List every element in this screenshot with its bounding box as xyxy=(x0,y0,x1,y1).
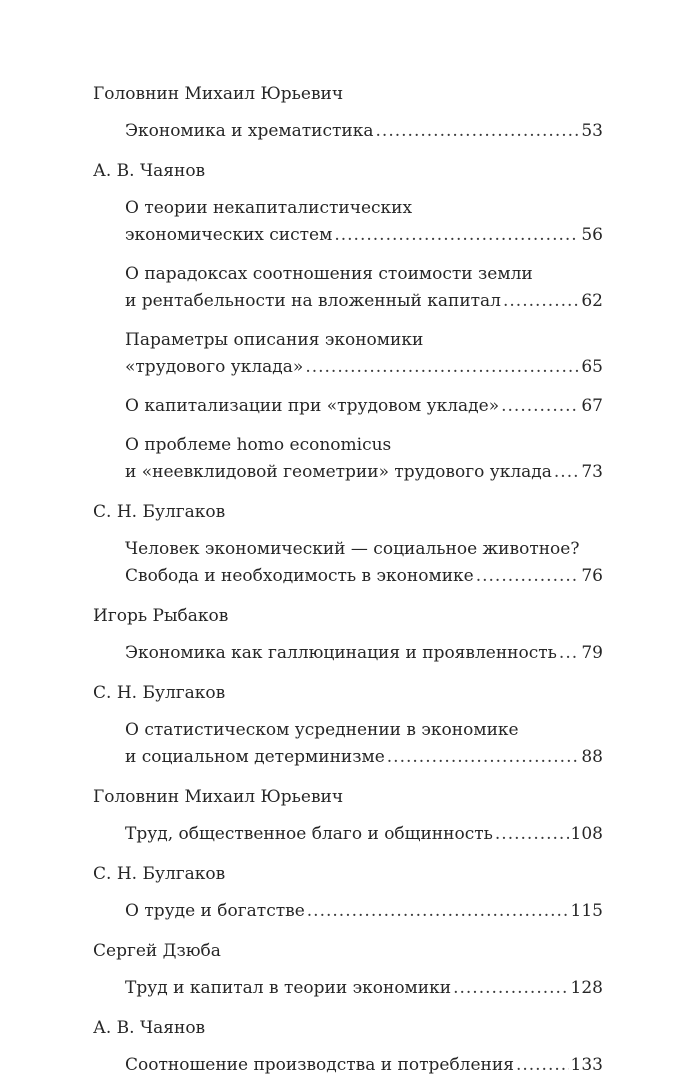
toc-entry-last-line xyxy=(125,222,603,249)
dot-leader xyxy=(305,354,579,381)
toc-page-number: 76 xyxy=(581,566,603,586)
toc-author: А. В. Чаянов xyxy=(93,1018,206,1038)
toc-entry-title-line: Экономика и хрематистика xyxy=(125,121,374,141)
toc-page-number: 65 xyxy=(581,357,603,377)
toc-entry-title-line: О теории некапиталистических xyxy=(125,198,413,218)
toc-page-number: 67 xyxy=(581,396,603,416)
toc-entry xyxy=(125,261,603,315)
toc-entry-title-line: экономических систем xyxy=(125,225,333,245)
toc-page-number: 73 xyxy=(581,462,603,482)
toc-page-number: 56 xyxy=(581,225,603,245)
dot-leader xyxy=(476,563,580,590)
toc-entry-title-line: О капитализации при «трудовом укладе» xyxy=(125,396,500,416)
toc-entry xyxy=(125,536,603,590)
toc-entry-last-line xyxy=(125,288,603,315)
toc-entry-title-line: Параметры описания экономики xyxy=(125,330,424,350)
toc-entry xyxy=(125,975,603,1002)
toc-page-number: 88 xyxy=(581,747,603,767)
toc-entry xyxy=(125,717,603,771)
toc-page-number: 108 xyxy=(570,824,603,844)
toc-entry-title-line: и социальном детерминизме xyxy=(125,747,385,767)
toc-author: С. Н. Булгаков xyxy=(93,683,226,703)
toc-entry-last-line xyxy=(125,898,603,925)
toc-author: С. Н. Булгаков xyxy=(93,864,226,884)
toc-entry-last-line xyxy=(125,563,603,590)
toc-author: Игорь Рыбаков xyxy=(93,606,229,626)
dot-leader xyxy=(503,288,579,315)
toc-entry-last-line xyxy=(125,459,603,486)
dot-leader xyxy=(501,393,579,420)
toc-entry-title-line: Труд, общественное благо и общинность xyxy=(125,824,493,844)
toc-entry-title-line: О парадоксах соотношения стоимости земли xyxy=(125,264,533,284)
toc-page-number: 133 xyxy=(570,1055,603,1075)
toc-entry xyxy=(125,640,603,667)
toc-entry-title-line: О статистическом усреднении в экономике xyxy=(125,720,519,740)
toc-entry-title-line: и «неевклидовой геометрии» трудового уклада xyxy=(125,462,552,482)
toc-page-number: 53 xyxy=(581,121,603,141)
toc-entry-title-line: Труд и капитал в теории экономики xyxy=(125,978,452,998)
dot-leader xyxy=(495,821,569,848)
toc-entry-last-line xyxy=(125,821,603,848)
toc-entry-title-line: О проблеме homo economicus xyxy=(125,435,392,455)
toc-entry xyxy=(125,327,603,381)
dot-leader xyxy=(559,640,579,667)
toc-entry-last-line xyxy=(125,975,603,1002)
toc-page-number: 62 xyxy=(581,291,603,311)
toc-entry xyxy=(125,118,603,145)
toc-author: Головнин Михаил Юрьевич xyxy=(93,84,344,104)
toc-entry-title-line: «трудового уклада» xyxy=(125,357,304,377)
toc-author: А. В. Чаянов xyxy=(93,161,206,181)
toc-page-number: 79 xyxy=(581,643,603,663)
dot-leader xyxy=(376,118,580,145)
toc-entry xyxy=(125,432,603,486)
toc-author: Сергей Дзюба xyxy=(93,941,221,961)
dot-leader xyxy=(453,975,568,1002)
toc-entry-last-line xyxy=(125,118,603,145)
toc-entry xyxy=(125,821,603,848)
dot-leader xyxy=(387,744,580,771)
toc-entry-last-line xyxy=(125,1052,603,1079)
dot-leader xyxy=(307,898,569,925)
table-of-contents xyxy=(93,80,603,1091)
toc-entry-last-line xyxy=(125,354,603,381)
toc-entry-title-line: и рентабельности на вложенный капитал xyxy=(125,291,501,311)
toc-author: С. Н. Булгаков xyxy=(93,502,226,522)
toc-page-number: 115 xyxy=(570,901,603,921)
toc-entry xyxy=(125,195,603,249)
toc-entry-last-line xyxy=(125,393,603,420)
dot-leader xyxy=(554,459,579,486)
toc-entry xyxy=(125,898,603,925)
toc-entry-last-line xyxy=(125,640,603,667)
toc-entry-title-line: Соотношение производства и потребления xyxy=(125,1055,514,1075)
dot-leader xyxy=(516,1052,569,1079)
toc-author: Головнин Михаил Юрьевич xyxy=(93,787,344,807)
toc-entry-title-line: Свобода и необходимость в экономике xyxy=(125,566,474,586)
toc-entry xyxy=(125,1052,603,1079)
toc-entry-last-line xyxy=(125,744,603,771)
toc-entry-title-line: Человек экономический — социальное животное? xyxy=(125,539,580,559)
toc-entry xyxy=(125,393,603,420)
toc-entry-title-line: О труде и богатстве xyxy=(125,901,305,921)
toc-page-number: 128 xyxy=(570,978,603,998)
dot-leader xyxy=(334,222,579,249)
toc-entry-title-line: Экономика как галлюцинация и проявленность xyxy=(125,643,557,663)
